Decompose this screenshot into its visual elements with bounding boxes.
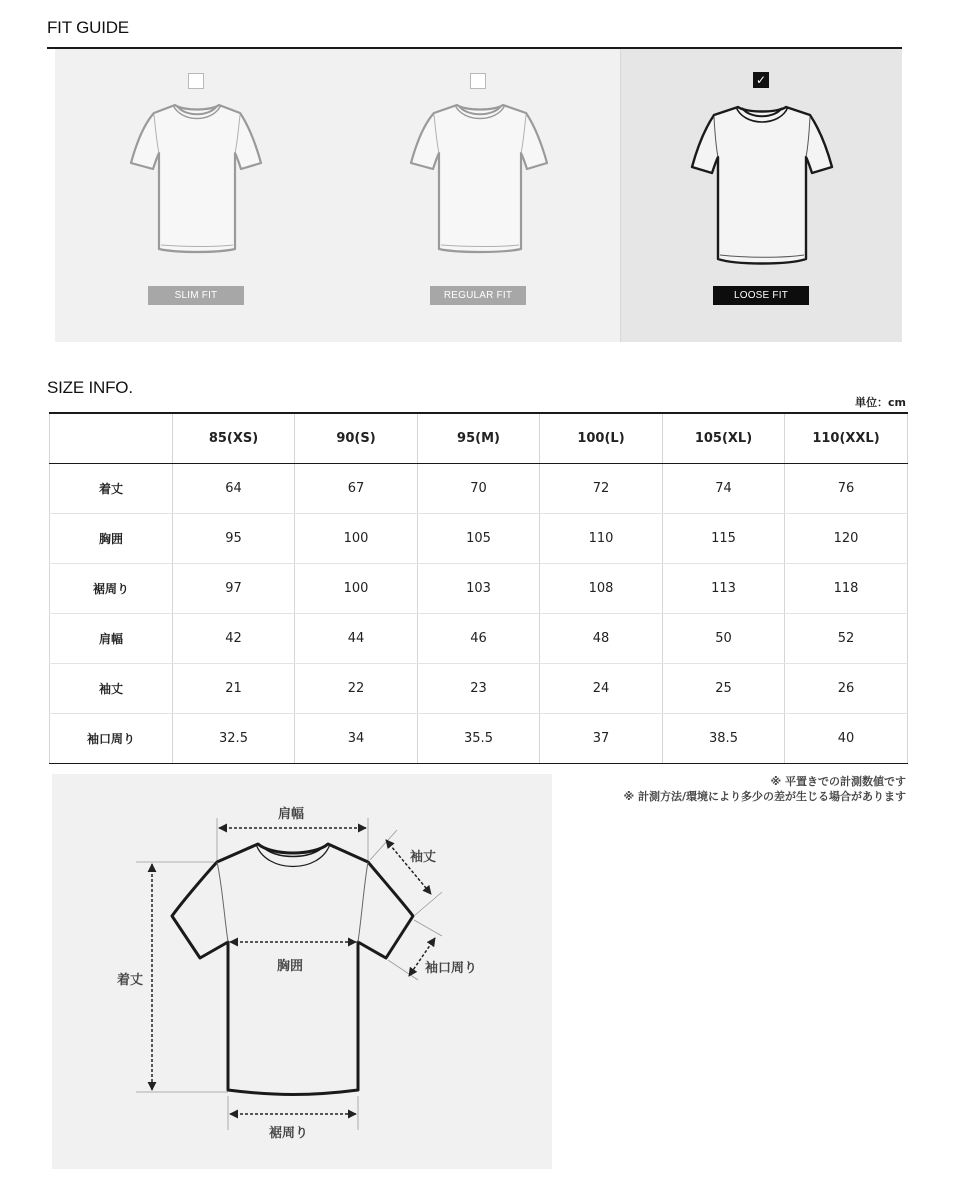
table-cell: 118 <box>785 563 908 613</box>
table-cell: 44 <box>295 613 418 663</box>
table-cell: 67 <box>295 463 418 513</box>
row-label: 袖丈 <box>50 663 173 713</box>
measurement-diagram <box>52 774 552 1169</box>
slim-tshirt-icon <box>127 97 267 262</box>
table-cell: 70 <box>418 463 540 513</box>
table-cell: 40 <box>785 713 908 763</box>
table-cell: 100 <box>295 563 418 613</box>
table-cell: 24 <box>540 663 663 713</box>
chest-label: 胸囲 <box>277 959 304 974</box>
table-cell: 50 <box>663 613 785 663</box>
regular-fit-label: REGULAR FIT <box>430 286 526 305</box>
column-header: 90(S) <box>295 413 418 463</box>
column-header: 110(XXL) <box>785 413 908 463</box>
note-line: ※ 計測方法/環境により多少の差が生じる場合があります <box>623 790 906 803</box>
table-row <box>50 563 908 613</box>
row-label: 着丈 <box>50 463 173 513</box>
row-label: 袖口周り <box>50 713 173 763</box>
table-cell: 97 <box>173 563 295 613</box>
column-header: 85(XS) <box>173 413 295 463</box>
table-cell: 21 <box>173 663 295 713</box>
table-cell: 37 <box>540 713 663 763</box>
size-info-title: SIZE INFO. <box>47 378 133 397</box>
table-row <box>50 663 908 713</box>
measurement-notes <box>623 774 906 804</box>
table-cell: 113 <box>663 563 785 613</box>
table-cell: 72 <box>540 463 663 513</box>
slim-fit-checkbox[interactable] <box>188 73 204 89</box>
table-cell: 34 <box>295 713 418 763</box>
column-header: 95(M) <box>418 413 540 463</box>
table-cell: 22 <box>295 663 418 713</box>
table-cell: 32.5 <box>173 713 295 763</box>
table-cell: 26 <box>785 663 908 713</box>
table-cell: 35.5 <box>418 713 540 763</box>
table-cell: 74 <box>663 463 785 513</box>
table-cell: 42 <box>173 613 295 663</box>
table-cell: 100 <box>295 513 418 563</box>
column-header <box>50 413 173 463</box>
table-cell: 76 <box>785 463 908 513</box>
sleeve-length-label: 袖丈 <box>410 850 437 865</box>
table-row <box>50 463 908 513</box>
regular-fit-checkbox[interactable] <box>470 73 486 89</box>
loose-fit-checkbox[interactable]: ✓ <box>753 72 769 88</box>
loose-fit-label: LOOSE FIT <box>713 286 809 305</box>
regular-tshirt-icon <box>407 97 553 262</box>
table-cell: 108 <box>540 563 663 613</box>
table-cell: 110 <box>540 513 663 563</box>
column-header: 105(XL) <box>663 413 785 463</box>
table-row <box>50 513 908 563</box>
fit-guide-panel <box>55 49 902 342</box>
table-row <box>50 613 908 663</box>
table-header-row <box>50 413 908 463</box>
row-label: 肩幅 <box>50 613 173 663</box>
cuff-label: 袖口周り <box>425 961 478 976</box>
table-cell: 95 <box>173 513 295 563</box>
fit-guide-title: FIT GUIDE <box>47 18 129 37</box>
shoulder-width-label: 肩幅 <box>278 807 305 822</box>
fit-option-slim[interactable] <box>55 49 337 342</box>
table-cell: 103 <box>418 563 540 613</box>
table-cell: 46 <box>418 613 540 663</box>
table-cell: 64 <box>173 463 295 513</box>
unit-label: 単位：cm <box>855 396 906 409</box>
row-label: 裾周り <box>50 563 173 613</box>
table-cell: 25 <box>663 663 785 713</box>
body-length-label: 着丈 <box>117 973 144 988</box>
table-cell: 52 <box>785 613 908 663</box>
table-cell: 120 <box>785 513 908 563</box>
table-cell: 38.5 <box>663 713 785 763</box>
size-table <box>49 412 908 764</box>
table-cell: 48 <box>540 613 663 663</box>
column-header: 100(L) <box>540 413 663 463</box>
row-label: 胸囲 <box>50 513 173 563</box>
table-row <box>50 713 908 763</box>
fit-option-regular[interactable] <box>337 49 620 342</box>
table-cell: 115 <box>663 513 785 563</box>
fit-option-loose[interactable] <box>620 49 902 342</box>
loose-tshirt-icon <box>688 99 836 269</box>
table-cell: 105 <box>418 513 540 563</box>
table-cell: 23 <box>418 663 540 713</box>
note-line: ※ 平置きでの計測数値です <box>770 775 906 788</box>
slim-fit-label: SLIM FIT <box>148 286 244 305</box>
hem-label: 裾周り <box>269 1126 309 1141</box>
